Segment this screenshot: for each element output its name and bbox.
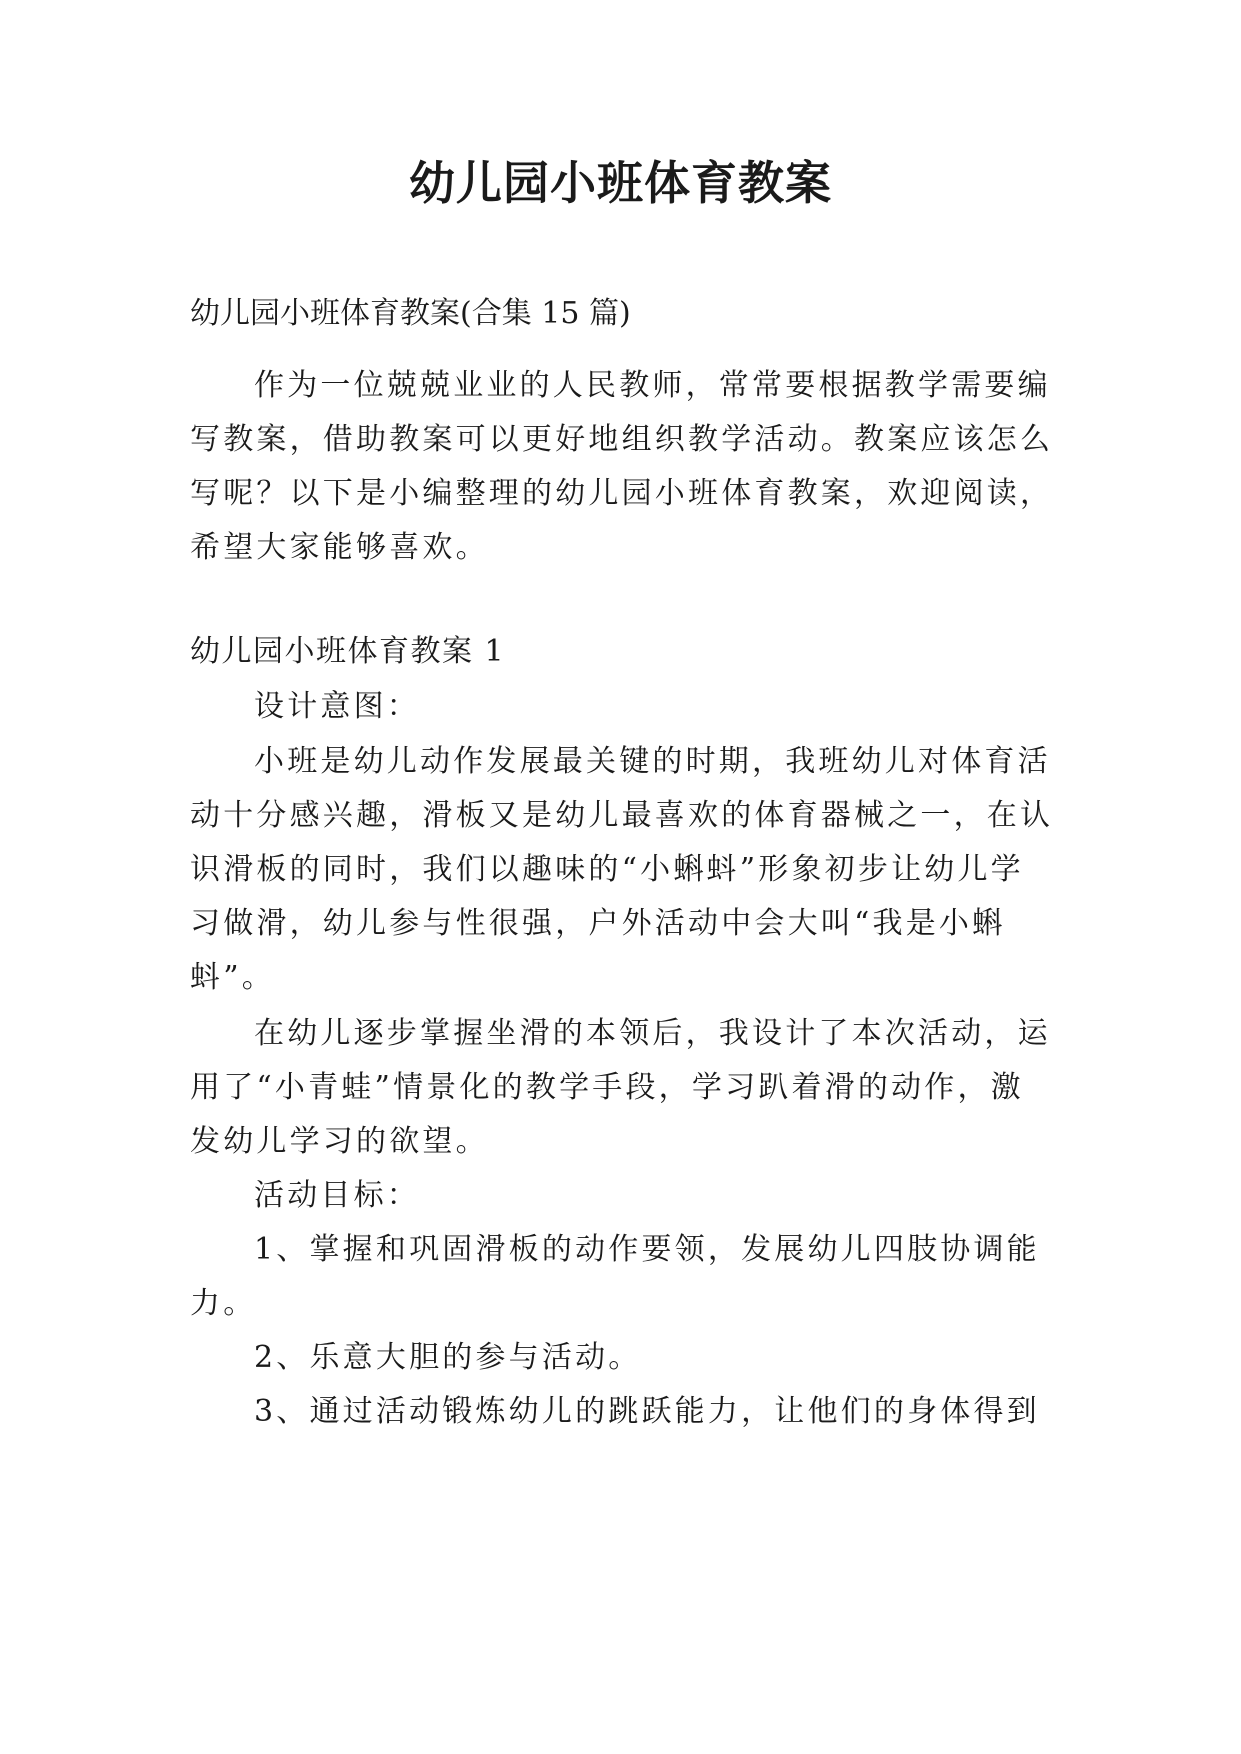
document-title: 幼儿园小班体育教案 (409, 156, 832, 210)
section-heading: 幼儿园小班体育教案 1 (190, 634, 506, 669)
intro-line: 希望大家能够喜欢。 (190, 530, 489, 565)
document-subtitle: 幼儿园小班体育教案(合集 15 篇) (190, 296, 631, 331)
goal-item: 3、通过活动锻炼幼儿的跳跃能力，让他们的身体得到 (254, 1394, 1040, 1429)
intro-line: 作为一位兢兢业业的人民教师，常常要根据教学需要编 (254, 368, 1051, 403)
paragraph-line: 用了“小青蛙”情景化的教学手段，学习趴着滑的动作，激 (190, 1070, 1024, 1105)
goal-item: 力。 (190, 1286, 257, 1321)
paragraph-line: 识滑板的同时，我们以趣味的“小蝌蚪”形象初步让幼儿学 (190, 852, 1024, 887)
intro-line: 写呢？以下是小编整理的幼儿园小班体育教案，欢迎阅读， (190, 476, 1054, 511)
paragraph-line: 在幼儿逐步掌握坐滑的本领后，我设计了本次活动，运 (254, 1016, 1051, 1051)
paragraph-line: 动十分感兴趣，滑板又是幼儿最喜欢的体育器械之一，在认 (190, 798, 1054, 833)
intro-line: 写教案，借助教案可以更好地组织教学活动。教案应该怎么 (190, 422, 1054, 457)
activity-goals-label: 活动目标： (254, 1178, 420, 1213)
paragraph-line: 习做滑，幼儿参与性很强，户外活动中会大叫“我是小蝌 (190, 906, 1006, 941)
goal-item: 2、乐意大胆的参与活动。 (254, 1340, 642, 1375)
paragraph-line: 小班是幼儿动作发展最关键的时期，我班幼儿对体育活 (254, 744, 1051, 779)
paragraph-line: 发幼儿学习的欲望。 (190, 1124, 489, 1159)
paragraph-line: 蚪”。 (190, 960, 275, 995)
design-intent-label: 设计意图： (254, 689, 420, 724)
goal-item: 1、掌握和巩固滑板的动作要领，发展幼儿四肢协调能 (254, 1232, 1040, 1267)
